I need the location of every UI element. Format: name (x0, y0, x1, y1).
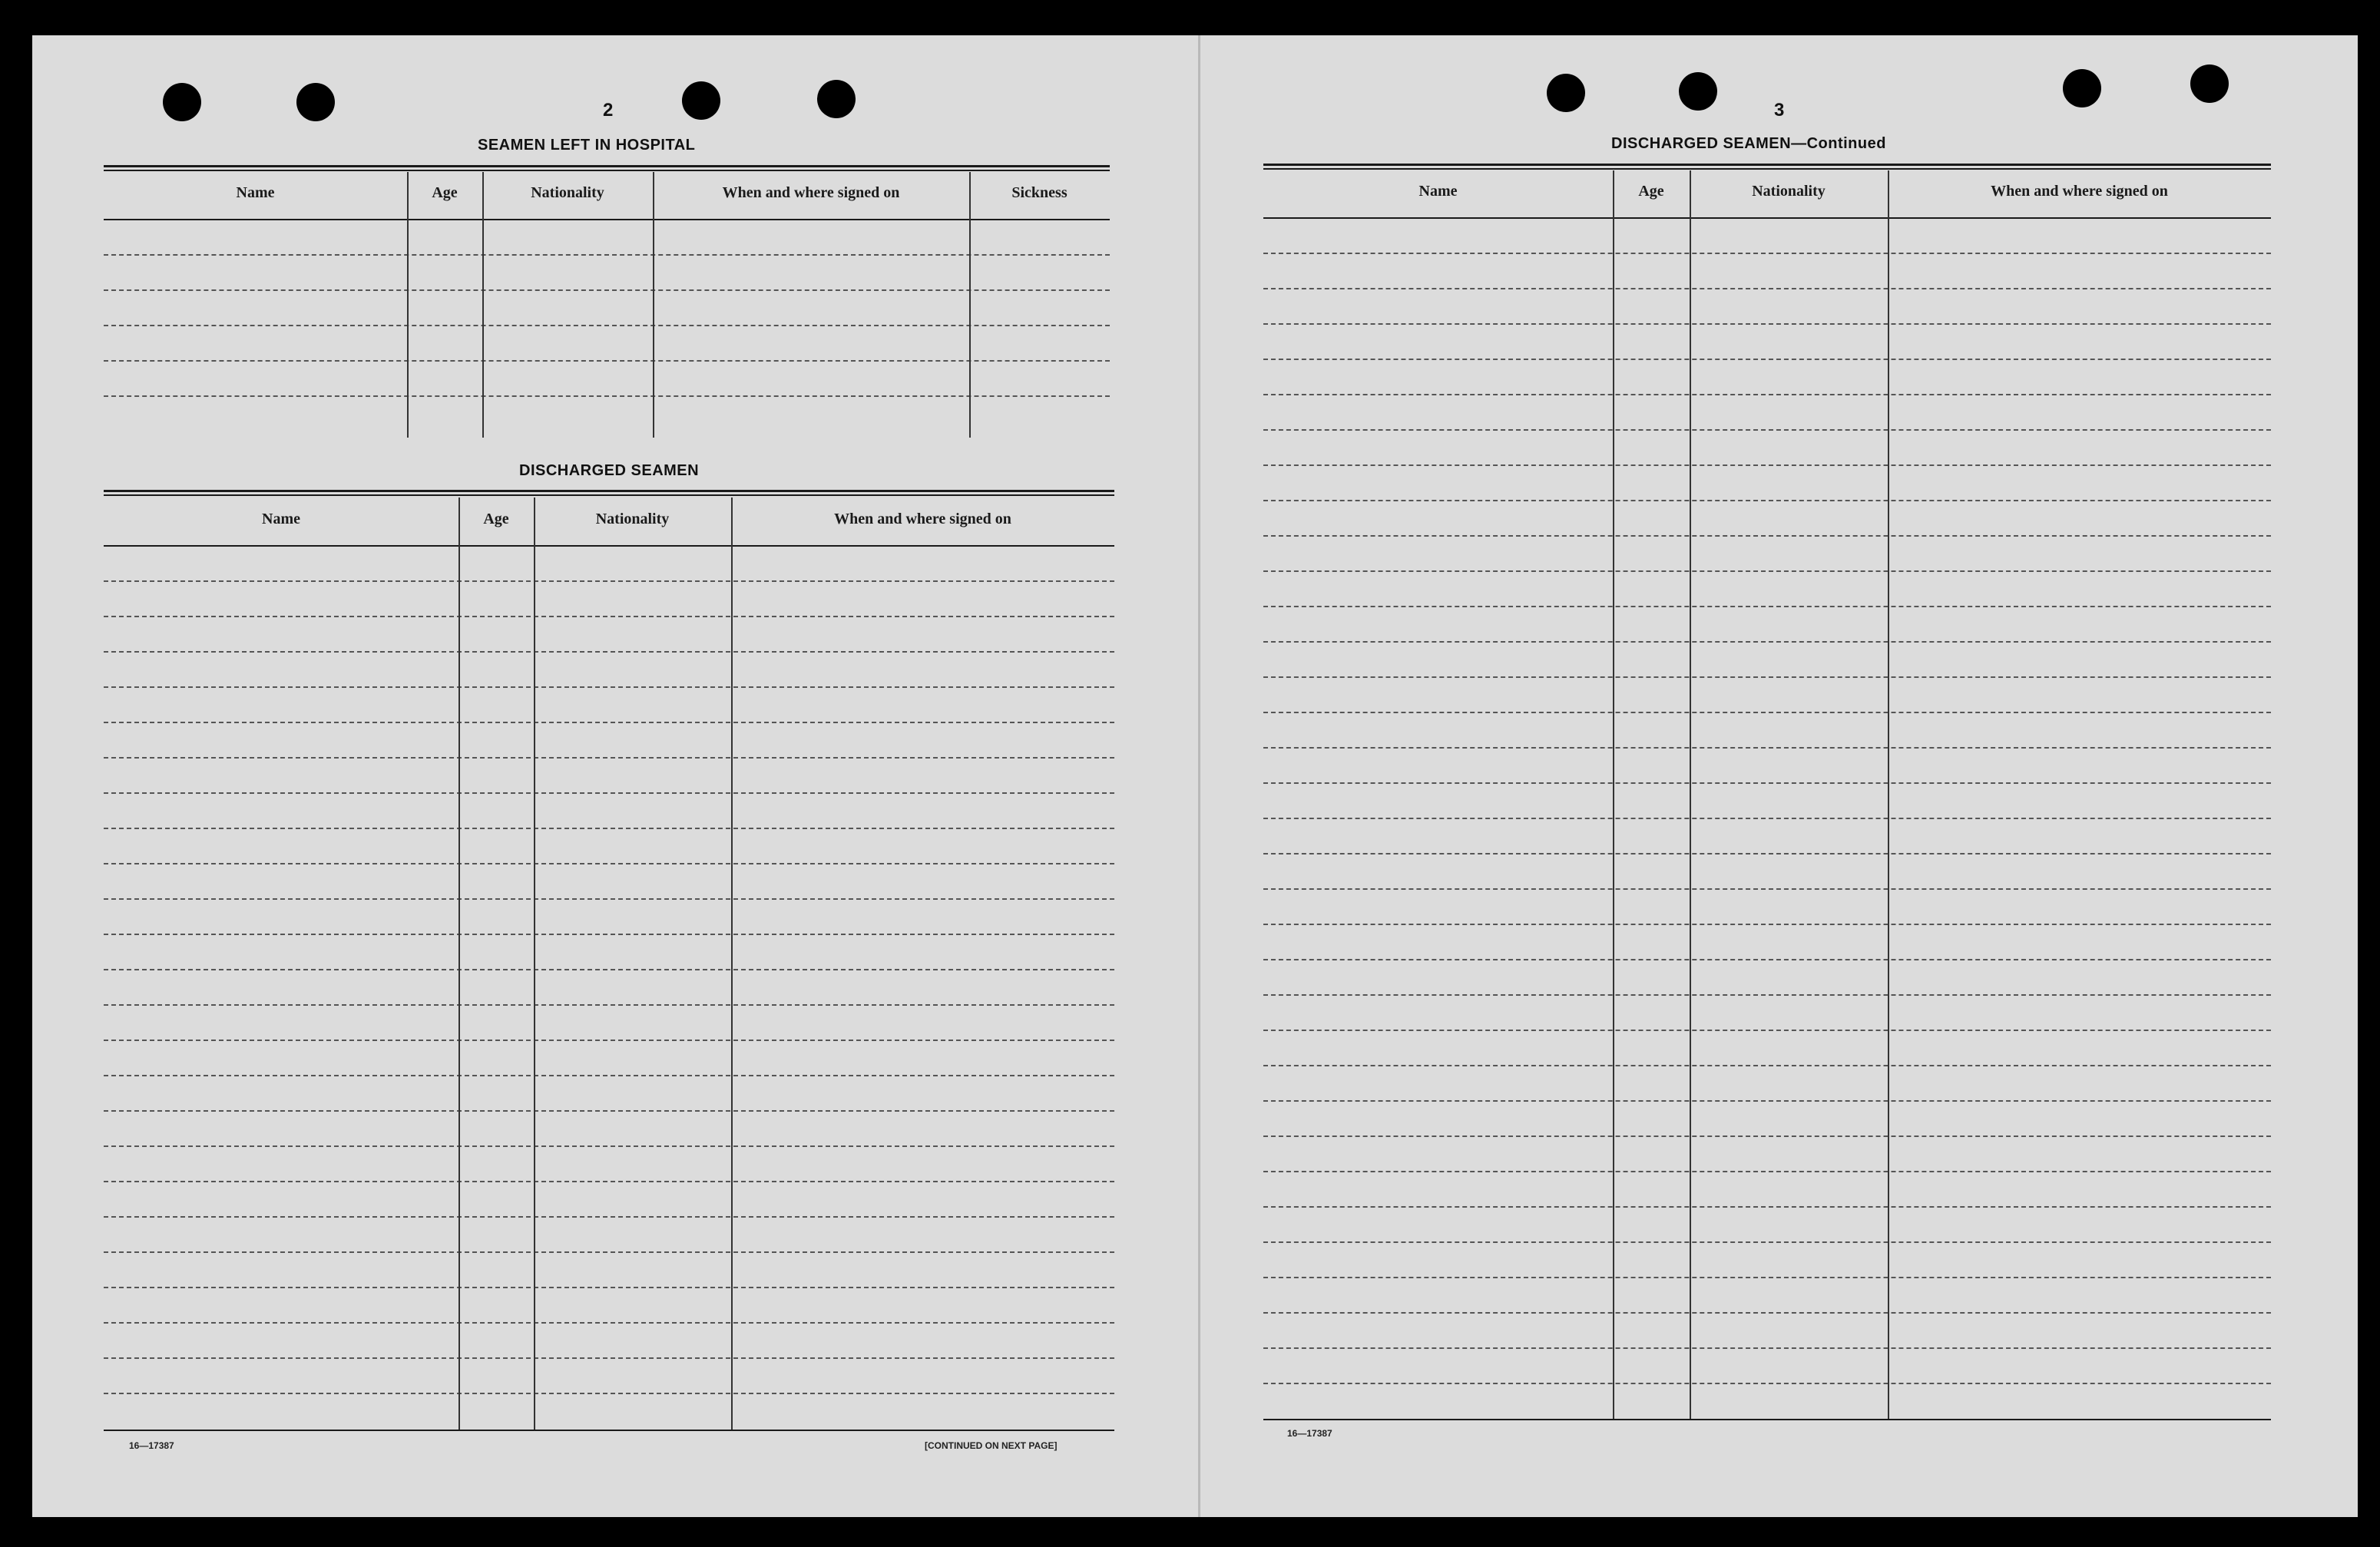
table-row-line (104, 1110, 1114, 1112)
table-row-line (104, 395, 1110, 397)
table-row-line (1263, 1347, 2271, 1349)
table-row-line (1263, 888, 2271, 890)
table-row-line (104, 686, 1114, 688)
table-row-line (1263, 818, 2271, 819)
page-number: 3 (1774, 100, 1785, 121)
column-divider (653, 172, 654, 438)
column-divider (482, 172, 484, 438)
table-top-rule (1263, 168, 2271, 170)
table-row-line (104, 1145, 1114, 1147)
table-top-rule (104, 170, 1110, 171)
col-nationality: Nationality (595, 511, 670, 527)
table-row-line (1263, 1312, 2271, 1314)
table-row-line (1263, 959, 2271, 960)
column-divider (1613, 170, 1614, 1419)
table-row-line (1263, 782, 2271, 784)
table-row-line (104, 722, 1114, 723)
table-row-line (1263, 1171, 2271, 1172)
table-row-line (104, 969, 1114, 970)
punch-hole (163, 83, 201, 121)
table-top-rule (1263, 164, 2271, 166)
column-divider (458, 497, 460, 1430)
form-number: 16—17387 (129, 1440, 174, 1451)
table-row-line (104, 1181, 1114, 1182)
table-row-line (1263, 253, 2271, 254)
table-row-line (104, 289, 1110, 291)
col-sickness: Sickness (1011, 184, 1068, 201)
table-row-line (104, 1287, 1114, 1288)
table-row-line (1263, 394, 2271, 395)
punch-hole (817, 80, 856, 118)
col-name: Name (236, 184, 275, 201)
table-row-line (1263, 464, 2271, 466)
table-row-line (1263, 924, 2271, 925)
table-row-line (104, 580, 1114, 582)
table-row-line (1263, 1206, 2271, 1208)
punch-hole (1547, 74, 1585, 112)
table-row-line (1263, 712, 2271, 713)
table-row-line (104, 1075, 1114, 1076)
discharged-continued-heading: DISCHARGED SEAMEN—Continued (1611, 135, 1886, 152)
col-signed-on: When and where signed on (722, 184, 900, 201)
table-row-line (1263, 994, 2271, 996)
page-number: 2 (603, 100, 614, 121)
table-row-line (104, 1004, 1114, 1006)
table-row-line (1263, 1241, 2271, 1243)
punch-hole (2190, 64, 2229, 103)
table-row-line (1263, 1277, 2271, 1278)
table-row-line (1263, 853, 2271, 854)
col-name: Name (262, 511, 300, 527)
col-signed-on: When and where signed on (834, 511, 1011, 527)
column-divider (534, 497, 535, 1430)
table-row-line (104, 1251, 1114, 1253)
table-row-line (104, 1393, 1114, 1394)
continued-note: [CONTINUED ON NEXT PAGE] (925, 1440, 1058, 1451)
table-row-line (1263, 500, 2271, 501)
table-row-line (1263, 288, 2271, 289)
table-bottom-rule (1263, 1419, 2271, 1420)
col-nationality: Nationality (531, 184, 604, 201)
table-row-line (104, 1322, 1114, 1324)
table-row-line (104, 1357, 1114, 1359)
column-divider (1888, 170, 1889, 1419)
table-row-line (1263, 429, 2271, 431)
col-age: Age (1638, 183, 1664, 200)
table-row-line (1263, 359, 2271, 360)
col-nationality: Nationality (1752, 183, 1826, 200)
discharged-heading: DISCHARGED SEAMEN (519, 462, 700, 479)
table-row-line (104, 863, 1114, 864)
form-number: 16—17387 (1287, 1428, 1332, 1439)
punch-hole (1679, 72, 1717, 111)
table-row-line (1263, 606, 2271, 607)
column-divider (407, 172, 409, 438)
table-row-line (104, 616, 1114, 617)
table-row-line (1263, 535, 2271, 537)
table-row-line (104, 325, 1110, 326)
column-divider (1690, 170, 1691, 1419)
hospital-rows (104, 219, 1110, 438)
table-top-rule (104, 494, 1114, 496)
table-row-line (1263, 1065, 2271, 1066)
table-top-rule (104, 165, 1110, 167)
col-age: Age (483, 511, 509, 527)
column-divider (731, 497, 733, 1430)
table-bottom-rule (104, 1430, 1114, 1431)
table-row-line (104, 828, 1114, 829)
col-signed-on: When and where signed on (1991, 183, 2168, 200)
column-divider (969, 172, 971, 438)
table-row-line (104, 1040, 1114, 1041)
table-row-line (104, 1216, 1114, 1218)
table-row-line (1263, 1030, 2271, 1031)
table-top-rule (104, 490, 1114, 492)
punch-hole (682, 81, 720, 120)
col-name: Name (1418, 183, 1458, 200)
hospital-heading: SEAMEN LEFT IN HOSPITAL (478, 137, 696, 154)
table-row-line (1263, 570, 2271, 572)
page-fold (1198, 35, 1200, 1517)
discharged-continued-rows (1263, 217, 2271, 1419)
punch-hole (296, 83, 335, 121)
table-row-line (104, 792, 1114, 794)
table-row-line (1263, 747, 2271, 749)
table-row-line (1263, 1135, 2271, 1137)
punch-hole (2063, 69, 2101, 107)
table-row-line (104, 254, 1110, 256)
table-row-line (104, 651, 1114, 653)
table-row-line (1263, 1100, 2271, 1102)
table-row-line (1263, 323, 2271, 325)
table-row-line (1263, 1383, 2271, 1384)
table-row-line (1263, 641, 2271, 643)
table-row-line (104, 898, 1114, 900)
table-row-line (104, 360, 1110, 362)
discharged-rows (104, 545, 1114, 1430)
table-row-line (104, 934, 1114, 935)
table-row-line (104, 757, 1114, 759)
table-row-line (1263, 676, 2271, 678)
col-age: Age (432, 184, 458, 201)
